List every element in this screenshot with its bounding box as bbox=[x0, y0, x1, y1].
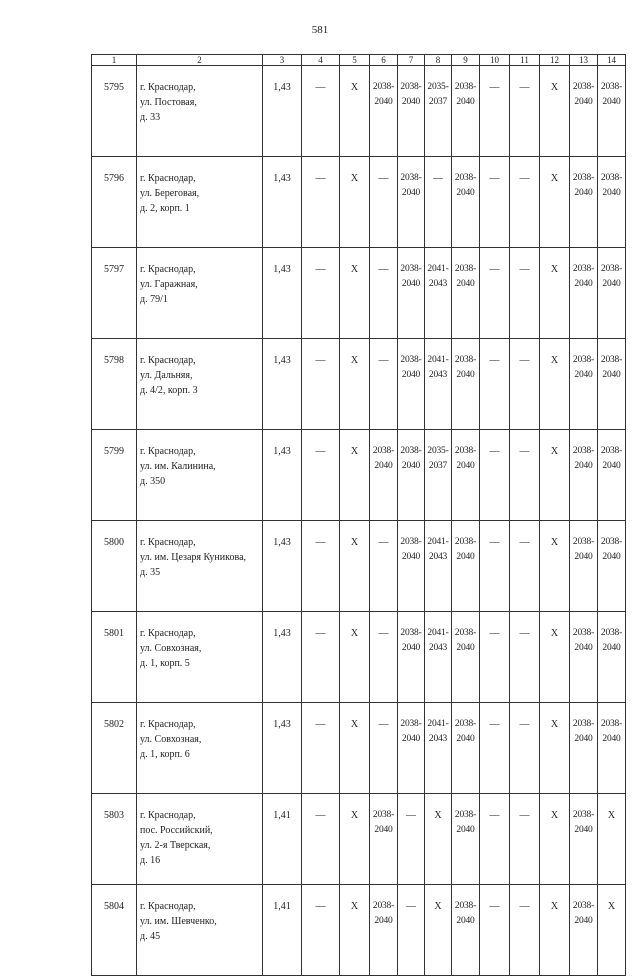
value-cell: — bbox=[480, 66, 510, 157]
value-line: 2040 bbox=[401, 97, 421, 107]
value-cell: X bbox=[340, 430, 370, 521]
row-number: 5804 bbox=[92, 885, 137, 976]
value-line: 2038- bbox=[572, 537, 595, 547]
address-line: г. Краснодар, bbox=[140, 901, 196, 912]
value-cell bbox=[570, 430, 598, 521]
value-cell: — bbox=[370, 248, 398, 339]
value-line: 2038- bbox=[454, 446, 477, 456]
value-line: 2038- bbox=[454, 628, 477, 638]
value-cell: — bbox=[302, 430, 340, 521]
value-cell bbox=[452, 430, 480, 521]
address-cell bbox=[137, 521, 263, 612]
value-line: 2038- bbox=[572, 810, 595, 820]
value-cell bbox=[452, 339, 480, 430]
value-line: 2038- bbox=[400, 355, 422, 365]
row-number: 5795 bbox=[92, 66, 137, 157]
value-line: 2038- bbox=[454, 719, 477, 729]
column-header: 13 bbox=[570, 55, 598, 66]
value-line: 2043 bbox=[428, 734, 448, 744]
value-line: 2038- bbox=[572, 719, 595, 729]
column-header: 2 bbox=[137, 55, 263, 66]
value-cell: X bbox=[340, 248, 370, 339]
value-cell: X bbox=[540, 885, 570, 976]
value-cell bbox=[452, 521, 480, 612]
value-cell bbox=[452, 703, 480, 794]
value-cell: X bbox=[598, 885, 626, 976]
value-line: 2040 bbox=[456, 461, 475, 471]
coefficient-cell: 1,43 bbox=[263, 612, 302, 703]
value-cell bbox=[598, 339, 626, 430]
value-cell: — bbox=[510, 248, 540, 339]
value-cell bbox=[570, 248, 598, 339]
address-cell bbox=[137, 66, 263, 157]
value-line: 2040 bbox=[401, 643, 421, 653]
value-cell: — bbox=[302, 339, 340, 430]
value-line: 2040 bbox=[374, 916, 393, 926]
column-header: 6 bbox=[370, 55, 398, 66]
row-number: 5797 bbox=[92, 248, 137, 339]
coefficient-cell: 1,43 bbox=[263, 66, 302, 157]
value-cell: X bbox=[340, 794, 370, 885]
value-cell bbox=[570, 66, 598, 157]
value-cell: X bbox=[340, 66, 370, 157]
address-line: д. 1, корп. 6 bbox=[140, 749, 190, 760]
value-cell: — bbox=[302, 521, 340, 612]
address-line: д. 45 bbox=[140, 931, 161, 942]
value-cell bbox=[598, 248, 626, 339]
value-cell: — bbox=[510, 794, 540, 885]
value-cell: — bbox=[302, 885, 340, 976]
row-number: 5803 bbox=[92, 794, 137, 885]
value-cell bbox=[398, 612, 425, 703]
value-cell bbox=[452, 157, 480, 248]
address-cell bbox=[137, 430, 263, 521]
value-cell bbox=[370, 66, 398, 157]
value-line: 2040 bbox=[401, 370, 421, 380]
value-line: 2040 bbox=[602, 97, 621, 107]
value-cell bbox=[425, 339, 452, 430]
address-line: ул. им. Калинина, bbox=[140, 461, 216, 472]
value-cell: — bbox=[302, 66, 340, 157]
value-cell: — bbox=[480, 339, 510, 430]
value-line: 2038- bbox=[600, 264, 623, 274]
address-cell bbox=[137, 703, 263, 794]
value-line: 2038- bbox=[454, 810, 477, 820]
value-line: 2040 bbox=[374, 97, 393, 107]
value-cell bbox=[570, 612, 598, 703]
coefficient-cell: 1,43 bbox=[263, 521, 302, 612]
value-cell bbox=[452, 66, 480, 157]
value-line: 2040 bbox=[602, 643, 621, 653]
coefficient-cell: 1,43 bbox=[263, 157, 302, 248]
coefficient-cell: 1,43 bbox=[263, 339, 302, 430]
value-line: 2038- bbox=[400, 264, 422, 274]
value-cell bbox=[370, 430, 398, 521]
value-line: 2040 bbox=[456, 370, 475, 380]
value-cell: — bbox=[510, 885, 540, 976]
table-row bbox=[92, 339, 626, 430]
value-cell bbox=[570, 157, 598, 248]
address-cell bbox=[137, 794, 263, 885]
value-cell: — bbox=[425, 157, 452, 248]
column-header: 8 bbox=[425, 55, 452, 66]
value-cell bbox=[398, 248, 425, 339]
value-line: 2038- bbox=[600, 628, 623, 638]
value-cell: X bbox=[340, 339, 370, 430]
value-line: 2037 bbox=[428, 461, 448, 471]
value-cell: — bbox=[302, 248, 340, 339]
table-row bbox=[92, 703, 626, 794]
value-line: 2040 bbox=[574, 97, 593, 107]
value-line: 2038- bbox=[400, 628, 422, 638]
value-cell: — bbox=[480, 703, 510, 794]
value-line: 2038- bbox=[454, 901, 477, 911]
coefficient-cell: 1,41 bbox=[263, 885, 302, 976]
value-line: 2038- bbox=[372, 901, 395, 911]
value-line: 2040 bbox=[574, 370, 593, 380]
table-row bbox=[92, 612, 626, 703]
coefficient-cell: 1,43 bbox=[263, 430, 302, 521]
value-cell: — bbox=[480, 521, 510, 612]
address-line: г. Краснодар, bbox=[140, 355, 196, 366]
address-line: д. 350 bbox=[140, 476, 166, 487]
value-cell bbox=[398, 339, 425, 430]
value-line: 2040 bbox=[456, 643, 475, 653]
value-cell bbox=[425, 248, 452, 339]
value-line: 2038- bbox=[572, 446, 595, 456]
value-line: 2038- bbox=[454, 355, 477, 365]
value-cell bbox=[452, 612, 480, 703]
value-cell: X bbox=[540, 248, 570, 339]
value-line: 2040 bbox=[456, 734, 475, 744]
value-cell: — bbox=[480, 794, 510, 885]
value-cell: X bbox=[340, 521, 370, 612]
value-cell: — bbox=[302, 703, 340, 794]
value-line: 2038- bbox=[372, 82, 395, 92]
value-line: 2038- bbox=[572, 264, 595, 274]
value-line: 2040 bbox=[602, 734, 621, 744]
value-line: 2038- bbox=[600, 355, 623, 365]
address-line: ул. Береговая, bbox=[140, 188, 200, 199]
value-cell: X bbox=[340, 157, 370, 248]
value-line: 2040 bbox=[374, 825, 393, 835]
value-line: 2040 bbox=[401, 734, 421, 744]
value-cell: X bbox=[425, 885, 452, 976]
address-cell bbox=[137, 612, 263, 703]
address-line: д. 4/2, корп. 3 bbox=[140, 385, 198, 396]
address-line: г. Краснодар, bbox=[140, 446, 196, 457]
value-cell bbox=[398, 521, 425, 612]
table-row bbox=[92, 248, 626, 339]
header-row bbox=[92, 55, 626, 66]
value-line: 2038- bbox=[600, 446, 623, 456]
value-cell bbox=[425, 521, 452, 612]
value-line: 2040 bbox=[574, 643, 593, 653]
value-cell bbox=[370, 885, 398, 976]
value-cell: — bbox=[302, 612, 340, 703]
address-cell bbox=[137, 157, 263, 248]
value-line: 2040 bbox=[456, 825, 475, 835]
row-number: 5800 bbox=[92, 521, 137, 612]
address-line: ул. им. Цезаря Куникова, bbox=[140, 552, 247, 563]
value-line: 2038- bbox=[600, 719, 623, 729]
address-line: пос. Российский, bbox=[140, 825, 213, 836]
table-row bbox=[92, 157, 626, 248]
table-row bbox=[92, 794, 626, 885]
value-line: 2038- bbox=[600, 537, 623, 547]
value-line: 2038- bbox=[400, 537, 422, 547]
value-cell: X bbox=[540, 521, 570, 612]
value-cell bbox=[598, 430, 626, 521]
value-cell: — bbox=[398, 794, 425, 885]
address-line: г. Краснодар, bbox=[140, 628, 196, 639]
address-line: д. 79/1 bbox=[140, 294, 168, 305]
value-line: 2038- bbox=[600, 173, 623, 183]
address-line: д. 1, корп. 5 bbox=[140, 658, 190, 669]
coefficient-cell: 1,43 bbox=[263, 703, 302, 794]
value-cell bbox=[398, 430, 425, 521]
value-cell: X bbox=[340, 703, 370, 794]
address-line: г. Краснодар, bbox=[140, 264, 196, 275]
value-line: 2038- bbox=[372, 810, 395, 820]
value-cell: X bbox=[540, 703, 570, 794]
address-line: г. Краснодар, bbox=[140, 173, 196, 184]
value-cell: X bbox=[340, 885, 370, 976]
value-cell: — bbox=[302, 794, 340, 885]
address-line: д. 33 bbox=[140, 112, 161, 123]
value-line: 2040 bbox=[602, 188, 621, 198]
address-line: ул. им. Шевченко, bbox=[140, 916, 217, 927]
value-cell bbox=[598, 66, 626, 157]
row-number: 5799 bbox=[92, 430, 137, 521]
value-cell: X bbox=[340, 612, 370, 703]
row-number: 5798 bbox=[92, 339, 137, 430]
value-line: 2041- bbox=[427, 719, 449, 729]
value-line: 2043 bbox=[428, 279, 448, 289]
value-line: 2040 bbox=[574, 188, 593, 198]
address-line: г. Краснодар, bbox=[140, 82, 196, 93]
value-cell: — bbox=[302, 157, 340, 248]
value-line: 2043 bbox=[428, 370, 448, 380]
value-cell: — bbox=[370, 521, 398, 612]
address-line: д. 35 bbox=[140, 567, 161, 578]
value-cell: — bbox=[480, 248, 510, 339]
value-cell bbox=[425, 430, 452, 521]
value-cell: X bbox=[425, 794, 452, 885]
address-line: ул. 2-я Тверская, bbox=[140, 840, 211, 851]
address-line: ул. Совхозная, bbox=[140, 643, 202, 654]
column-header: 3 bbox=[263, 55, 302, 66]
value-cell: — bbox=[370, 339, 398, 430]
value-cell: — bbox=[370, 157, 398, 248]
value-cell bbox=[598, 703, 626, 794]
value-line: 2035- bbox=[427, 446, 449, 456]
value-line: 2038- bbox=[454, 173, 477, 183]
value-line: 2040 bbox=[574, 825, 593, 835]
value-cell bbox=[570, 339, 598, 430]
value-cell: X bbox=[540, 157, 570, 248]
value-line: 2040 bbox=[574, 916, 593, 926]
address-cell bbox=[137, 885, 263, 976]
value-line: 2040 bbox=[574, 461, 593, 471]
register-table bbox=[91, 54, 626, 976]
value-line: 2041- bbox=[427, 628, 449, 638]
value-line: 2040 bbox=[456, 552, 475, 562]
value-cell bbox=[425, 66, 452, 157]
value-cell: — bbox=[480, 885, 510, 976]
value-line: 2040 bbox=[574, 279, 593, 289]
value-line: 2038- bbox=[572, 82, 595, 92]
value-cell bbox=[570, 521, 598, 612]
value-line: 2040 bbox=[602, 279, 621, 289]
value-cell: — bbox=[510, 430, 540, 521]
column-header: 11 bbox=[510, 55, 540, 66]
column-header: 12 bbox=[540, 55, 570, 66]
value-line: 2038- bbox=[400, 173, 422, 183]
value-line: 2041- bbox=[427, 537, 449, 547]
value-cell bbox=[398, 157, 425, 248]
value-cell: — bbox=[510, 703, 540, 794]
coefficient-cell: 1,41 bbox=[263, 794, 302, 885]
address-line: д. 16 bbox=[140, 855, 161, 866]
value-line: 2038- bbox=[572, 355, 595, 365]
table-row bbox=[92, 66, 626, 157]
address-line: д. 2, корп. 1 bbox=[140, 203, 190, 214]
value-line: 2040 bbox=[456, 916, 475, 926]
value-cell bbox=[452, 885, 480, 976]
value-line: 2040 bbox=[401, 461, 421, 471]
column-header: 5 bbox=[340, 55, 370, 66]
address-line: ул. Постовая, bbox=[140, 97, 197, 108]
table-row bbox=[92, 521, 626, 612]
value-line: 2038- bbox=[400, 82, 422, 92]
value-cell bbox=[398, 703, 425, 794]
value-line: 2040 bbox=[401, 188, 421, 198]
value-cell: X bbox=[540, 66, 570, 157]
page-number: 581 bbox=[311, 24, 329, 36]
value-line: 2038- bbox=[400, 446, 422, 456]
column-header: 14 bbox=[598, 55, 626, 66]
coefficient-cell: 1,43 bbox=[263, 248, 302, 339]
value-cell: X bbox=[540, 430, 570, 521]
value-line: 2040 bbox=[574, 734, 593, 744]
value-line: 2040 bbox=[456, 97, 475, 107]
value-cell bbox=[598, 157, 626, 248]
value-line: 2040 bbox=[602, 370, 621, 380]
value-cell: — bbox=[480, 430, 510, 521]
column-header: 10 bbox=[480, 55, 510, 66]
value-line: 2038- bbox=[572, 173, 595, 183]
value-line: 2040 bbox=[602, 552, 621, 562]
value-line: 2038- bbox=[454, 82, 477, 92]
column-header: 9 bbox=[452, 55, 480, 66]
value-cell: — bbox=[480, 612, 510, 703]
value-cell bbox=[425, 703, 452, 794]
value-line: 2038- bbox=[400, 719, 422, 729]
value-cell: — bbox=[370, 612, 398, 703]
address-cell bbox=[137, 248, 263, 339]
address-line: г. Краснодар, bbox=[140, 719, 196, 730]
value-line: 2040 bbox=[401, 279, 421, 289]
value-line: 2043 bbox=[428, 643, 448, 653]
value-cell: — bbox=[510, 157, 540, 248]
value-line: 2038- bbox=[454, 264, 477, 274]
column-header: 4 bbox=[302, 55, 340, 66]
table-row bbox=[92, 885, 626, 976]
value-cell: — bbox=[510, 339, 540, 430]
value-line: 2040 bbox=[374, 461, 393, 471]
value-cell: — bbox=[480, 157, 510, 248]
value-cell bbox=[452, 248, 480, 339]
value-line: 2041- bbox=[427, 264, 449, 274]
value-cell: — bbox=[510, 66, 540, 157]
value-line: 2040 bbox=[602, 461, 621, 471]
address-line: г. Краснодар, bbox=[140, 810, 196, 821]
address-line: ул. Дальняя, bbox=[140, 370, 193, 381]
column-header: 1 bbox=[92, 55, 137, 66]
address-line: г. Краснодар, bbox=[140, 537, 196, 548]
value-line: 2035- bbox=[427, 82, 449, 92]
value-line: 2040 bbox=[401, 552, 421, 562]
value-line: 2040 bbox=[574, 552, 593, 562]
value-line: 2043 bbox=[428, 552, 448, 562]
table-row bbox=[92, 430, 626, 521]
row-number: 5796 bbox=[92, 157, 137, 248]
value-cell: X bbox=[598, 794, 626, 885]
column-header: 7 bbox=[398, 55, 425, 66]
value-line: 2038- bbox=[572, 901, 595, 911]
value-cell bbox=[452, 794, 480, 885]
value-line: 2040 bbox=[456, 188, 475, 198]
value-cell: X bbox=[540, 339, 570, 430]
value-cell: X bbox=[540, 612, 570, 703]
row-number: 5802 bbox=[92, 703, 137, 794]
row-number: 5801 bbox=[92, 612, 137, 703]
value-cell: — bbox=[370, 703, 398, 794]
value-line: 2038- bbox=[372, 446, 395, 456]
value-line: 2040 bbox=[456, 279, 475, 289]
value-cell bbox=[570, 885, 598, 976]
value-line: 2038- bbox=[600, 82, 623, 92]
address-line: ул. Гаражная, bbox=[140, 279, 198, 290]
value-cell: — bbox=[510, 612, 540, 703]
value-cell bbox=[598, 612, 626, 703]
value-line: 2041- bbox=[427, 355, 449, 365]
value-cell bbox=[398, 66, 425, 157]
value-cell: X bbox=[540, 794, 570, 885]
value-line: 2038- bbox=[454, 537, 477, 547]
value-cell: — bbox=[398, 885, 425, 976]
address-line: ул. Совхозная, bbox=[140, 734, 202, 745]
value-cell bbox=[425, 612, 452, 703]
value-line: 2038- bbox=[572, 628, 595, 638]
value-cell bbox=[598, 521, 626, 612]
value-line: 2037 bbox=[428, 97, 448, 107]
address-cell bbox=[137, 339, 263, 430]
value-cell bbox=[570, 703, 598, 794]
value-cell: — bbox=[510, 521, 540, 612]
value-cell bbox=[370, 794, 398, 885]
value-cell bbox=[570, 794, 598, 885]
